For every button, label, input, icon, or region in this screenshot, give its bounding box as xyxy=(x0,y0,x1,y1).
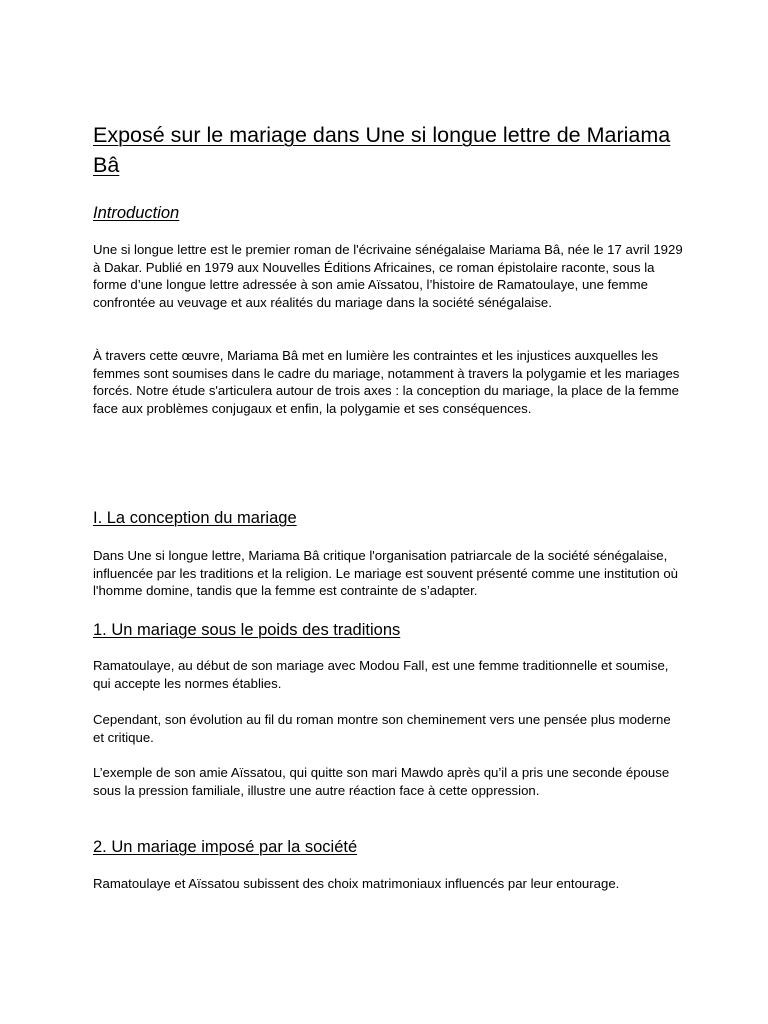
intro-paragraph-1: Une si longue lettre est le premier roman de l'écrivaine sénégalaise Mariama Bâ, née le 17 avril 1929 à Dakar. Publié en 1979 aux Nouvelles Éditions Africaines, ce roman épistolaire raconte, sous la forme d’une longue lettre adressée à son amie Aïssatou, l’histoire de Ramatoulaye, une femme confrontée au veuvage et aux réalités du mariage dans la société sénégalaise. xyxy=(93,242,683,311)
document-title: Exposé sur le mariage dans Une si longue lettre de Mariama Bâ xyxy=(93,123,671,177)
subsection-2-paragraph: Ramatoulaye et Aïssatou subissent des choix matrimoniaux influencés par leur entourage. xyxy=(93,876,620,891)
subsection-1-paragraph-3: L’exemple de son amie Aïssatou, qui quitte son mari Mawdo après qu’il a pris une seconde épouse sous la pression familiale, illustre une autre réaction face à cette oppression. xyxy=(93,765,670,798)
section-1-heading: I. La conception du mariage xyxy=(93,509,297,527)
subsection-1-heading: 1. Un mariage sous le poids des traditions xyxy=(93,621,401,639)
subsection-1-paragraph-1: Ramatoulaye, au début de son mariage avec Modou Fall, est une femme traditionnelle et soumise, qui accepte les normes établies. xyxy=(93,658,669,691)
introduction-heading: Introduction xyxy=(93,204,180,222)
intro-paragraph-2: À travers cette œuvre, Mariama Bâ met en lumière les contraintes et les injustices auxquelles les femmes sont soumises dans le cadre du mariage, notamment à travers la polygamie et les mariages forcés. Notre étude s'articulera autour de trois axes : la conception du mariage, la place de la femme face aux problèmes conjugaux et enfin, la polygamie et ses conséquences. xyxy=(93,348,680,417)
subsection-2-heading: 2. Un mariage imposé par la société xyxy=(93,838,358,856)
section-1-paragraph: Dans Une si longue lettre, Mariama Bâ critique l'organisation patriarcale de la société sénégalaise, influencée par les traditions et la religion. Le mariage est souvent présenté comme une institution où l'homme domine, tandis que la femme est contrainte de s’adapter. xyxy=(93,548,678,599)
subsection-1-paragraph-2: Cependant, son évolution au fil du roman montre son cheminement vers une pensée plus moderne et critique. xyxy=(93,712,671,745)
